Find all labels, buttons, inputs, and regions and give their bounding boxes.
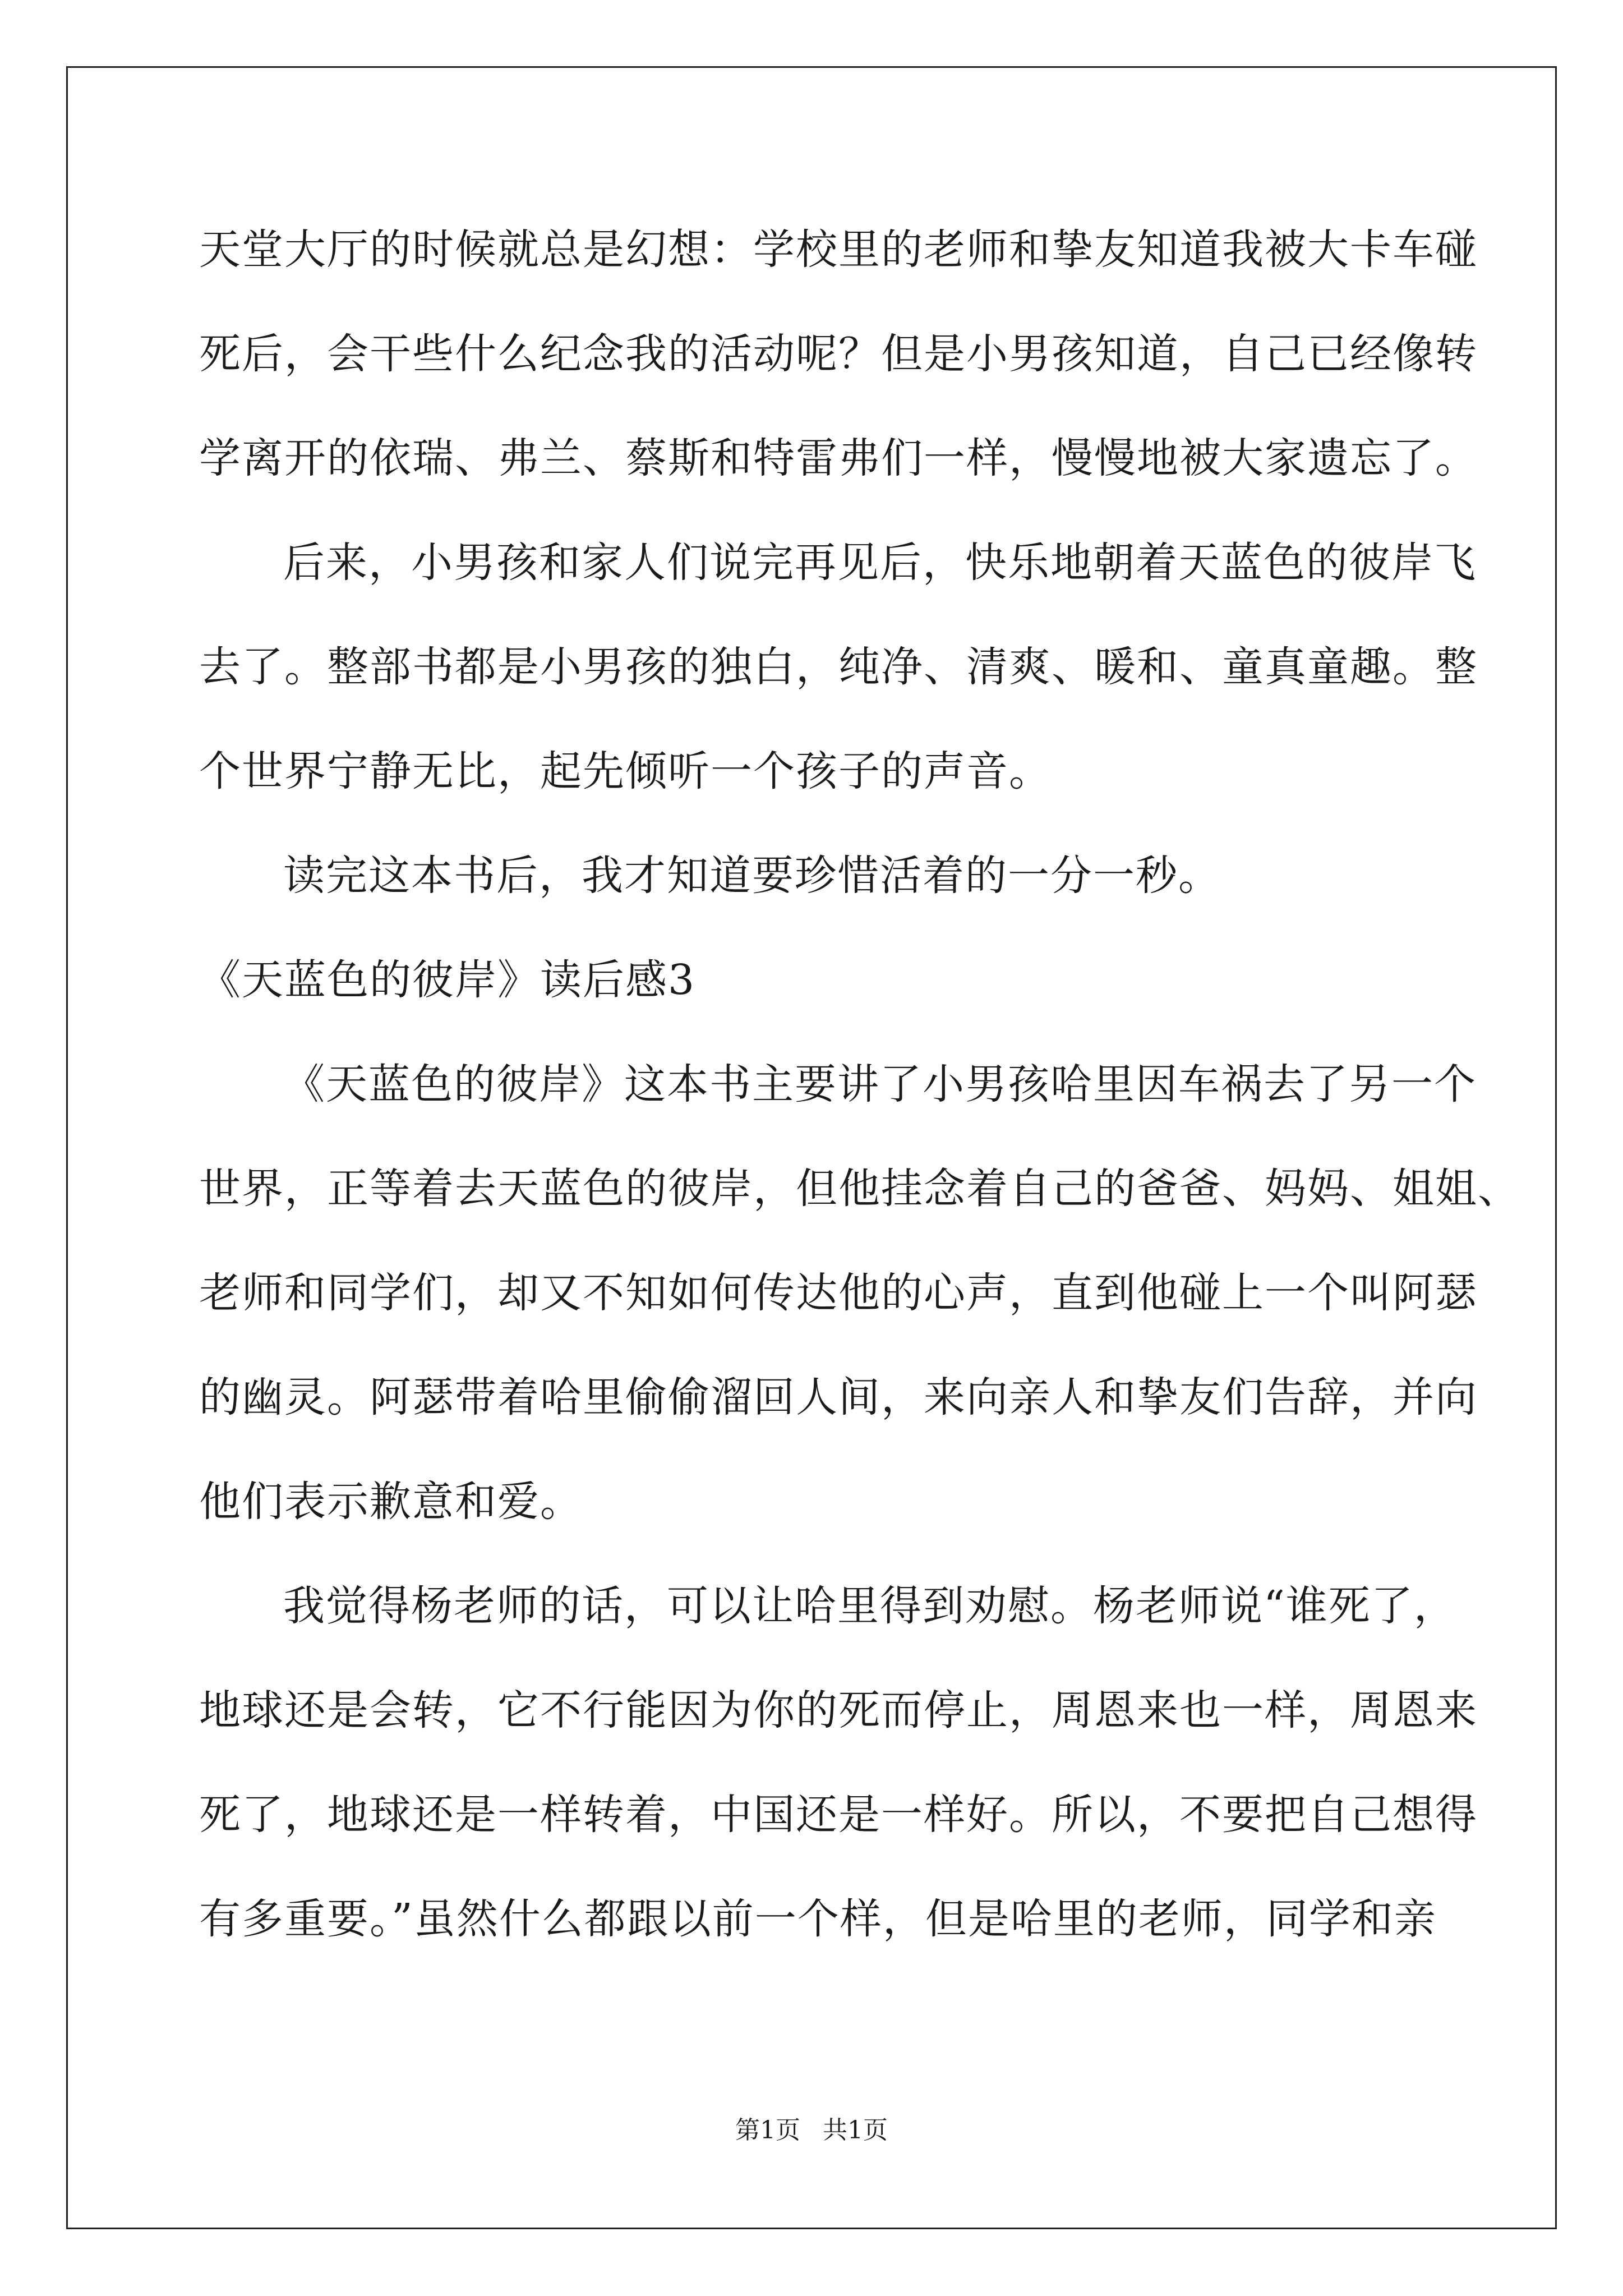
text-line: 读完这本书后，我才知道要珍惜活着的一分一秒。	[283, 852, 1221, 900]
page-footer	[0, 2114, 1623, 2147]
text-line: 有多重要。”虽然什么都跟以前一个样，但是哈里的老师，同学和亲	[199, 1895, 1437, 1943]
section-heading: 《天蓝色的彼岸》读后感3	[199, 956, 696, 1004]
text-line: 世界，正等着去天蓝色的彼岸，但他挂念着自己的爸爸、妈妈、姐姐、	[199, 1165, 1520, 1213]
page-total: 共1页	[823, 2116, 888, 2145]
text-line: 个世界宁静无比，起先倾听一个孩子的声音。	[199, 747, 1052, 795]
text-line: 地球还是会转，它不行能因为你的死而停止，周恩来也一样，周恩来	[199, 1686, 1478, 1734]
text-line: 学离开的依瑞、弗兰、蔡斯和特雷弗们一样，慢慢地被大家遗忘了。	[199, 434, 1478, 482]
page-number: 第1页	[735, 2116, 800, 2145]
text-line: 老师和同学们，却又不知如何传达他的心声，直到他碰上一个叫阿瑟	[199, 1269, 1478, 1317]
text-line: 我觉得杨老师的话，可以让哈里得到劝慰。杨老师说“谁死了，	[283, 1582, 1456, 1630]
text-line: 的幽灵。阿瑟带着哈里偷偷溜回人间，来向亲人和挚友们告辞，并向	[199, 1373, 1478, 1421]
text-line: 天堂大厅的时候就总是幻想：学校里的老师和挚友知道我被大卡车碰	[199, 226, 1478, 274]
text-line: 后来，小男孩和家人们说完再见后，快乐地朝着天蓝色的彼岸飞	[283, 539, 1477, 587]
text-line: 《天蓝色的彼岸》这本书主要讲了小男孩哈里因车祸去了另一个	[283, 1060, 1477, 1108]
text-line: 死后，会干些什么纪念我的活动呢？但是小男孩知道，自己已经像转	[199, 330, 1478, 378]
text-line: 他们表示歉意和爱。	[199, 1478, 583, 1526]
text-line: 死了，地球还是一样转着，中国还是一样好。所以，不要把自己想得	[199, 1791, 1478, 1839]
text-line: 去了。整部书都是小男孩的独白，纯净、清爽、暖和、童真童趣。整	[199, 643, 1478, 691]
